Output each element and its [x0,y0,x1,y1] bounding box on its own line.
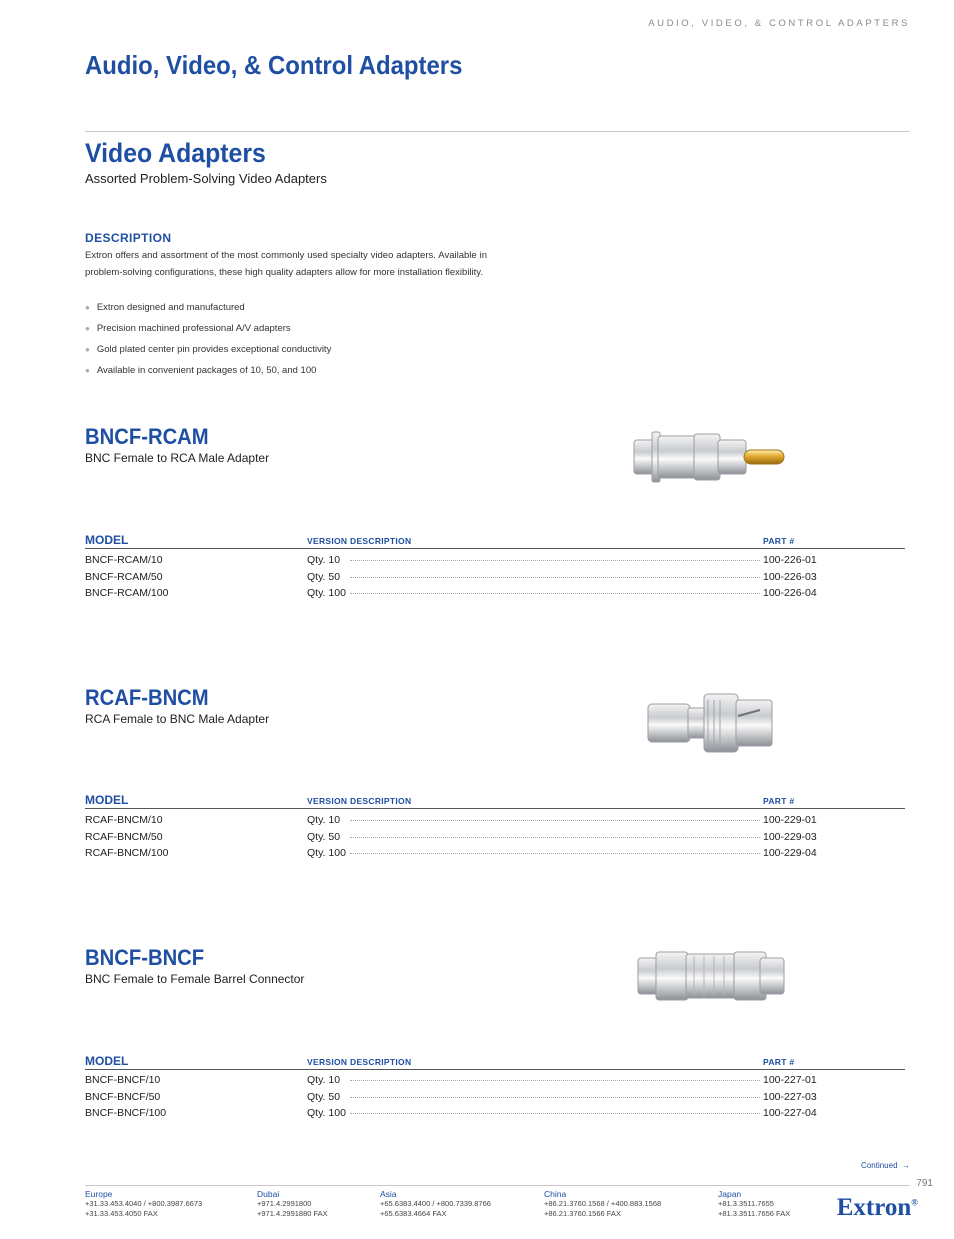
model-cell: RCAF-BNCM/50 [85,830,163,843]
model-column-header: MODEL [85,533,129,547]
contact-region: Japan [718,1189,742,1199]
contact-region: Dubai [257,1189,280,1199]
part-cell: 100-227-03 [763,1090,817,1103]
product-subtitle-rcaf-bncm: RCA Female to BNC Male Adapter [85,712,270,726]
table-row [85,1091,825,1108]
version-cell: Qty. 10 [307,554,341,566]
model-column-header: MODEL [85,1054,129,1068]
feature-item: ● Available in convenient packages of 10, 50, and 100 [85,365,317,376]
bullet-icon: ● [85,345,90,354]
model-cell: BNCF-BNCF/50 [85,1090,161,1103]
model-cell: BNCF-RCAM/10 [85,554,163,566]
contact-phone: +31.33.453.4040 / +800.3987.6673 [85,1199,203,1208]
part-cell: 100-227-04 [763,1107,817,1119]
dot-leader [350,593,760,594]
model-cell: RCAF-BNCM/100 [85,847,169,859]
arrow-right-icon: → [899,1161,910,1170]
contact-region: Europe [85,1189,113,1199]
dot-leader [350,853,760,854]
version-cell: Qty. 50 [307,830,341,843]
product-subtitle-bncf-rcam: BNC Female to RCA Male Adapter [85,451,270,465]
part-cell: 100-226-01 [763,554,817,566]
contact-fax: +65.6383.4664 FAX [380,1209,447,1218]
feature-item: ● Precision machined professional A/V adapters [85,323,291,334]
dot-leader [350,560,760,561]
feature-list [85,301,331,385]
contact-region: China [544,1189,567,1199]
product-name-bncf-rcam: BNCF-RCAM [85,424,209,449]
contact-fax: +971.4.2991880 FAX [257,1209,328,1218]
contact-europe [85,1189,202,1219]
table-divider [85,548,905,549]
version-column-header: VERSION DESCRIPTION [307,796,412,806]
section-subtitle: Assorted Problem-Solving Video Adapters [85,171,327,186]
dot-leader [350,820,760,821]
contact-phone: +971.4.2991800 [257,1199,312,1208]
table-row [85,554,825,571]
contact-region: Asia [380,1189,397,1199]
part-column-header: PART # [763,536,795,546]
title-divider [85,131,910,132]
version-cell: Qty. 50 [307,570,341,583]
part-cell: 100-226-04 [763,587,817,599]
bullet-icon: ● [85,303,90,312]
table-row [85,847,825,864]
page-number: 791 [912,1178,933,1189]
version-cell: Qty. 50 [307,1090,341,1103]
description-text: Extron offers and assortment of the most commonly used specialty video adapters. Available in problem-solving configurations, these high quality adapters allow for more installation flexibility. [85,250,487,278]
table-row [85,814,825,831]
part-column-header: PART # [763,796,795,806]
footer-divider [85,1185,910,1186]
table-divider [85,1069,905,1070]
contact-dubai [257,1189,328,1219]
dot-leader [350,837,760,838]
part-cell: 100-229-01 [763,814,817,826]
model-cell: RCAF-BNCM/10 [85,814,163,826]
contact-asia [380,1189,491,1219]
continued-link[interactable] [861,1161,910,1170]
feature-item: ● Gold plated center pin provides exceptional conductivity [85,344,332,355]
bullet-icon: ● [85,366,90,375]
product-subtitle-bncf-bncf: BNC Female to Female Barrel Connector [85,972,305,986]
version-column-header: VERSION DESCRIPTION [307,1057,412,1067]
section-title: Video Adapters [85,138,266,168]
version-cell: Qty. 10 [307,1074,341,1086]
part-column-header: PART # [763,1057,795,1067]
table-row [85,1107,825,1124]
version-cell: Qty. 10 [307,814,341,826]
part-cell: 100-229-04 [763,847,817,859]
page-title: Audio, Video, & Control Adapters [85,50,463,80]
version-cell: Qty. 100 [307,1107,346,1119]
description-heading: DESCRIPTION [85,231,172,245]
table-row [85,1074,825,1091]
contact-fax: +31.33.453.4050 FAX [85,1209,158,1218]
contact-japan [718,1189,790,1219]
table-row [85,571,825,588]
part-cell: 100-226-03 [763,570,817,583]
version-column-header: VERSION DESCRIPTION [307,536,412,546]
model-cell: BNCF-RCAM/100 [85,587,169,599]
table-row [85,587,825,604]
version-cell: Qty. 100 [307,847,346,859]
feature-item: ● Extron designed and manufactured [85,302,245,313]
contact-china [544,1189,661,1219]
version-cell: Qty. 100 [307,587,346,599]
part-cell: 100-229-03 [763,830,817,843]
model-cell: BNCF-BNCF/10 [85,1074,161,1086]
product-name-rcaf-bncm: RCAF-BNCM [85,685,209,710]
dot-leader [350,1113,760,1114]
bnc-to-rca-adapter-icon [628,428,792,486]
contact-fax: +81.3.3511.7656 FAX [718,1209,791,1218]
part-cell: 100-227-01 [763,1074,817,1086]
product-name-bncf-bncf: BNCF-BNCF [85,945,205,970]
bnc-barrel-connector-icon [634,946,788,1006]
dot-leader [350,577,760,578]
contact-phone: +86.21.3760.1568 / +400.883.1568 [544,1199,662,1208]
extron-logo: Extron® [836,1194,918,1221]
model-column-header: MODEL [85,793,129,807]
bullet-icon: ● [85,324,90,333]
contact-phone: +81.3.3511.7655 [718,1199,774,1208]
table-divider [85,808,905,809]
rca-to-bnc-adapter-icon [644,690,780,756]
dot-leader [350,1097,760,1098]
contact-phone: +65.6383.4400 / +800.7339.8766 [380,1199,491,1208]
continued-label: Continued [861,1161,898,1170]
contact-fax: +86.21.3760.1566 FAX [544,1209,621,1218]
running-header: AUDIO, VIDEO, & CONTROL ADAPTERS [648,18,910,29]
model-cell: BNCF-BNCF/100 [85,1107,167,1119]
dot-leader [350,1080,760,1081]
model-cell: BNCF-RCAM/50 [85,570,163,583]
table-row [85,831,825,848]
